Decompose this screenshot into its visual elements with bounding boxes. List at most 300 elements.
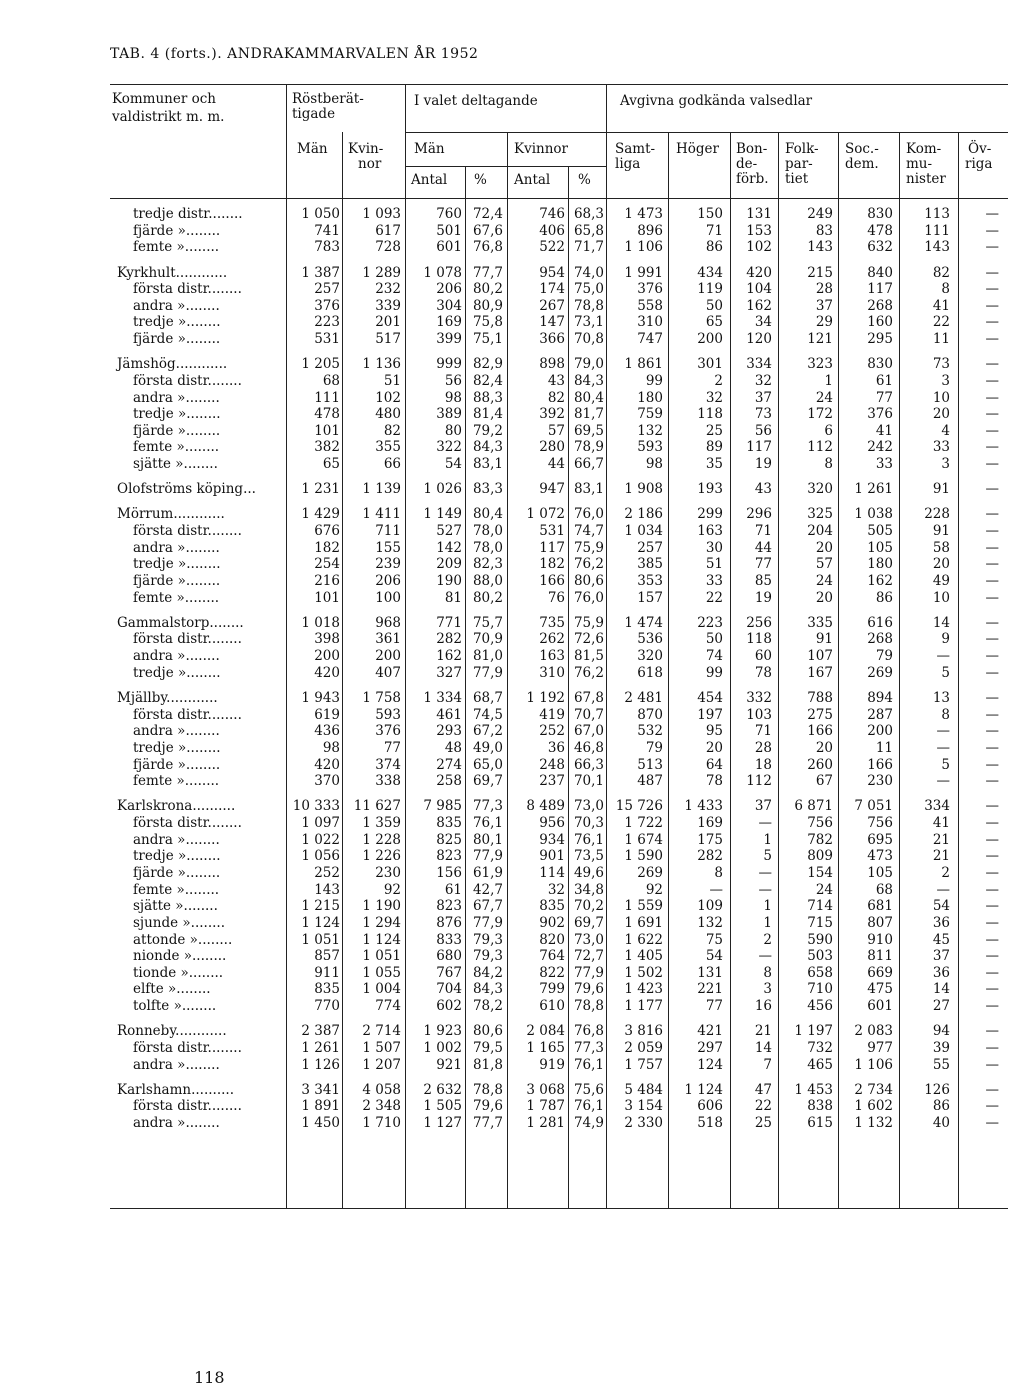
cell-hoger: 74 [705, 648, 723, 665]
cell-bondeforbundet: 85 [754, 573, 772, 589]
cell-socdem: 117 [867, 281, 893, 298]
cell-rostberat-kvinnor: 1 289 [362, 264, 401, 281]
cell-bondeforbundet: 112 [746, 773, 772, 790]
cell-socdem: 894 [867, 689, 893, 706]
cell-rostberat-kvinnor: 201 [375, 314, 401, 331]
cell-samtliga: 376 [637, 281, 663, 298]
cell-samtliga: 593 [637, 439, 663, 456]
cell-ovriga: — [985, 506, 999, 523]
cell-folkpartiet: 6 871 [794, 798, 833, 815]
cell-valet-kvinnor-antal: 531 [539, 523, 565, 539]
cell-folkpartiet: 20 [815, 539, 833, 556]
cell-valet-man-antal: 501 [436, 222, 462, 239]
cell-valet-man-antal: 7 985 [423, 798, 462, 815]
cell-valet-kvinnor-antal: 947 [539, 481, 565, 498]
cell-bondeforbundet: 120 [746, 331, 772, 347]
cell-valet-kvinnor-pct: 83,1 [573, 481, 604, 498]
header-ovriga-2: riga [965, 156, 993, 172]
cell-folkpartiet: 838 [807, 1098, 833, 1115]
cell-valet-man-pct: 80,4 [472, 506, 503, 523]
cell-ovriga: — [985, 756, 999, 773]
header-antal-kvinnor: Antal [514, 172, 551, 188]
cell-samtliga: 1 590 [624, 848, 663, 865]
cell-valet-man-antal: 601 [436, 239, 462, 256]
cell-socdem: 376 [867, 406, 893, 423]
cell-hoger: 434 [697, 264, 723, 281]
cell-hoger: 51 [705, 556, 723, 573]
cell-valet-man-antal: 162 [436, 648, 462, 665]
cell-socdem: 478 [867, 222, 893, 239]
cell-valet-man-antal: 156 [436, 864, 462, 881]
cell-ovriga: — [985, 864, 999, 881]
cell-socdem: 268 [867, 297, 893, 314]
cell-hoger: 50 [705, 631, 723, 648]
cell-kommunister: 22 [932, 314, 950, 331]
cell-valet-kvinnor-antal: 366 [539, 331, 565, 347]
cell-valet-man-antal: 61 [444, 881, 462, 898]
cell-rostberat-man: 101 [314, 422, 340, 439]
cell-rostberat-kvinnor: 239 [375, 556, 401, 573]
cell-samtliga: 759 [637, 406, 663, 423]
cell-kommunister: 126 [924, 1081, 950, 1098]
cell-socdem: 669 [867, 964, 893, 981]
row-label: Karlshamn.......... [117, 1081, 234, 1098]
cell-samtliga: 157 [637, 589, 663, 606]
cell-kommunister: 3 [941, 456, 950, 473]
cell-folkpartiet: 1 197 [794, 1023, 833, 1040]
header-divider-6 [568, 166, 569, 198]
cell-valet-kvinnor-pct: 75,9 [573, 614, 604, 631]
header-divider-10 [778, 132, 779, 198]
cell-samtliga: 870 [637, 706, 663, 723]
cell-bondeforbundet: 8 [763, 964, 772, 981]
cell-rostberat-man: 1 261 [301, 1039, 340, 1056]
header-rostberattigade-2: tigade [292, 106, 336, 122]
cell-valet-kvinnor-pct: 76,1 [573, 1098, 604, 1115]
row-label: andra »........ [133, 297, 220, 314]
cell-socdem: 695 [867, 831, 893, 848]
cell-ovriga: — [985, 481, 999, 498]
cell-valet-man-antal: 876 [436, 914, 462, 931]
cell-valet-man-antal: 680 [436, 948, 462, 965]
cell-rostberat-man: 1 215 [301, 898, 340, 915]
cell-valet-kvinnor-pct: 78,8 [573, 297, 604, 314]
cell-valet-man-antal: 1 149 [423, 506, 462, 523]
cell-valet-man-pct: 88,0 [472, 573, 503, 589]
row-label: femte »........ [133, 773, 220, 790]
cell-samtliga: 98 [645, 456, 663, 473]
cell-socdem: 840 [867, 264, 893, 281]
cell-rostberat-kvinnor: 232 [375, 281, 401, 298]
cell-valet-kvinnor-antal: 522 [539, 239, 565, 256]
cell-valet-kvinnor-pct: 69,7 [573, 914, 604, 931]
cell-valet-kvinnor-antal: 799 [539, 981, 565, 998]
cell-hoger: 54 [705, 948, 723, 965]
cell-bondeforbundet: 1 [763, 914, 772, 931]
cell-rostberat-kvinnor: 1 051 [362, 948, 401, 965]
cell-valet-man-antal: 461 [436, 706, 462, 723]
cell-ovriga: — [985, 422, 999, 439]
cell-valet-man-antal: 1 334 [423, 689, 462, 706]
cell-ovriga: — [985, 706, 999, 723]
row-label: första distr........ [133, 1039, 242, 1056]
cell-folkpartiet: 8 [824, 456, 833, 473]
cell-valet-man-antal: 823 [436, 898, 462, 915]
header-rostberattigade-1: Röstberät- [292, 91, 364, 107]
cell-rostberat-kvinnor: 102 [375, 389, 401, 406]
cell-kommunister: 36 [932, 914, 950, 931]
cell-ovriga: — [985, 664, 999, 681]
cell-valet-kvinnor-pct: 70,1 [573, 773, 604, 790]
cell-valet-man-pct: 84,3 [472, 439, 503, 456]
row-label: tionde »........ [133, 964, 224, 981]
cell-hoger: 35 [705, 456, 723, 473]
cell-folkpartiet: 154 [807, 864, 833, 881]
row-label: femte »........ [133, 239, 220, 256]
cell-folkpartiet: 615 [807, 1115, 833, 1131]
cell-valet-man-pct: 81,8 [472, 1056, 503, 1073]
cell-kommunister: 37 [932, 948, 950, 965]
cell-socdem: 61 [875, 372, 893, 389]
cell-valet-man-antal: 274 [436, 756, 462, 773]
cell-bondeforbundet: 78 [754, 664, 772, 681]
cell-kommunister: 111 [924, 222, 950, 239]
cell-bondeforbundet: 103 [746, 706, 772, 723]
cell-samtliga: 132 [637, 422, 663, 439]
cell-hoger: 221 [697, 981, 723, 998]
cell-valet-man-pct: 72,4 [472, 206, 503, 222]
cell-rostberat-man: 376 [314, 297, 340, 314]
row-label: Mörrum............ [117, 506, 225, 523]
cell-valet-kvinnor-pct: 69,5 [573, 422, 604, 439]
cell-socdem: 230 [867, 773, 893, 790]
cell-valet-kvinnor-antal: 898 [539, 356, 565, 373]
cell-hoger: 282 [697, 848, 723, 865]
cell-ovriga: — [985, 898, 999, 915]
cell-rostberat-man: 2 387 [301, 1023, 340, 1040]
cell-valet-man-pct: 61,9 [472, 864, 503, 881]
cell-ovriga: — [985, 948, 999, 965]
cell-rostberat-kvinnor: 361 [375, 631, 401, 648]
cell-hoger: 2 [714, 372, 723, 389]
row-label: tredje »........ [133, 739, 221, 756]
cell-valet-man-pct: 74,5 [472, 706, 503, 723]
cell-folkpartiet: 112 [807, 439, 833, 456]
cell-hoger: 30 [705, 539, 723, 556]
row-label: första distr........ [133, 1098, 242, 1115]
cell-socdem: 242 [867, 439, 893, 456]
cell-rostberat-man: 436 [314, 723, 340, 740]
cell-folkpartiet: 166 [807, 723, 833, 740]
cell-socdem: 11 [875, 739, 893, 756]
cell-hoger: 71 [705, 222, 723, 239]
cell-ovriga: — [985, 614, 999, 631]
cell-valet-man-antal: 282 [436, 631, 462, 648]
cell-folkpartiet: 172 [807, 406, 833, 423]
cell-valet-man-pct: 80,6 [472, 1023, 503, 1040]
cell-kommunister: 20 [932, 406, 950, 423]
cell-valet-kvinnor-antal: 8 489 [526, 798, 565, 815]
cell-valet-kvinnor-antal: 248 [539, 756, 565, 773]
cell-rostberat-kvinnor: 968 [375, 614, 401, 631]
cell-hoger: 25 [705, 422, 723, 439]
cell-kommunister: 41 [932, 297, 950, 314]
cell-valet-kvinnor-antal: 182 [539, 556, 565, 573]
cell-ovriga: — [985, 814, 999, 831]
cell-bondeforbundet: 1 [763, 898, 772, 915]
cell-socdem: 287 [867, 706, 893, 723]
cell-rostberat-man: 370 [314, 773, 340, 790]
cell-rostberat-kvinnor: 66 [383, 456, 401, 473]
cell-valet-kvinnor-antal: 822 [539, 964, 565, 981]
cell-kommunister: 113 [924, 206, 950, 222]
cell-folkpartiet: 57 [815, 556, 833, 573]
cell-rostberat-man: 200 [314, 648, 340, 665]
cell-valet-kvinnor-antal: 36 [547, 739, 565, 756]
cell-rostberat-man: 1 050 [301, 206, 340, 222]
cell-valet-man-antal: 322 [436, 439, 462, 456]
cell-kommunister: 40 [932, 1115, 950, 1131]
cell-samtliga: 79 [645, 739, 663, 756]
cell-ovriga: — [985, 689, 999, 706]
header-divider-12 [899, 132, 900, 198]
cell-valet-man-pct: 79,6 [472, 1098, 503, 1115]
cell-valet-kvinnor-pct: 73,1 [573, 314, 604, 331]
cell-valet-man-pct: 79,3 [472, 948, 503, 965]
cell-folkpartiet: 715 [807, 914, 833, 931]
cell-valet-kvinnor-pct: 76,2 [573, 664, 604, 681]
body-divider-3 [405, 198, 406, 1208]
cell-folkpartiet: 28 [815, 281, 833, 298]
cell-folkpartiet: 1 453 [794, 1081, 833, 1098]
cell-valet-kvinnor-antal: 406 [539, 222, 565, 239]
cell-valet-kvinnor-antal: 956 [539, 814, 565, 831]
cell-hoger: 86 [705, 239, 723, 256]
cell-rostberat-man: 223 [314, 314, 340, 331]
cell-valet-kvinnor-antal: 43 [547, 372, 565, 389]
header-kommunister-2: mu- [906, 156, 933, 172]
cell-kommunister: — [936, 739, 950, 756]
cell-rostberat-kvinnor: 1 359 [362, 814, 401, 831]
cell-socdem: 1 038 [854, 506, 893, 523]
cell-ovriga: — [985, 798, 999, 815]
cell-valet-man-antal: 823 [436, 848, 462, 865]
cell-samtliga: 513 [637, 756, 663, 773]
header-hoger: Höger [676, 141, 719, 157]
cell-hoger: 223 [697, 614, 723, 631]
cell-bondeforbundet: 16 [754, 998, 772, 1015]
cell-hoger: 301 [697, 356, 723, 373]
cell-valet-kvinnor-pct: 73,0 [573, 931, 604, 948]
header-folkpartiet-3: tiet [785, 171, 809, 187]
cell-valet-kvinnor-antal: 1 072 [526, 506, 565, 523]
body-divider-5 [507, 198, 508, 1208]
cell-rostberat-man: 111 [314, 389, 340, 406]
cell-valet-kvinnor-antal: 610 [539, 998, 565, 1015]
cell-samtliga: 1 473 [624, 206, 663, 222]
cell-socdem: 79 [875, 648, 893, 665]
cell-kommunister: — [936, 773, 950, 790]
cell-folkpartiet: 275 [807, 706, 833, 723]
cell-valet-man-pct: 84,2 [472, 964, 503, 981]
cell-bondeforbundet: 256 [746, 614, 772, 631]
cell-valet-man-antal: 1 923 [423, 1023, 462, 1040]
cell-valet-man-antal: 98 [444, 389, 462, 406]
cell-samtliga: 1 691 [624, 914, 663, 931]
cell-valet-kvinnor-pct: 76,8 [573, 1023, 604, 1040]
cell-valet-kvinnor-antal: 1 192 [526, 689, 565, 706]
cell-rostberat-man: 1 891 [301, 1098, 340, 1115]
cell-valet-kvinnor-pct: 76,0 [573, 589, 604, 606]
cell-valet-man-antal: 825 [436, 831, 462, 848]
cell-valet-kvinnor-pct: 49,6 [573, 864, 604, 881]
cell-socdem: 166 [867, 756, 893, 773]
cell-hoger: 118 [697, 406, 723, 423]
cell-bondeforbundet: 162 [746, 297, 772, 314]
cell-kommunister: — [936, 648, 950, 665]
cell-rostberat-kvinnor: 1 004 [362, 981, 401, 998]
cell-valet-man-pct: 75,8 [472, 314, 503, 331]
cell-bondeforbundet: 19 [754, 589, 772, 606]
cell-kommunister: 45 [932, 931, 950, 948]
cell-socdem: 295 [867, 331, 893, 347]
cell-kommunister: 14 [932, 614, 950, 631]
table-bottom-rule [110, 1208, 1008, 1209]
cell-hoger: 22 [705, 589, 723, 606]
body-divider-9 [730, 198, 731, 1208]
row-label: första distr........ [133, 814, 242, 831]
cell-kommunister: 4 [941, 422, 950, 439]
cell-socdem: 601 [867, 998, 893, 1015]
cell-valet-kvinnor-antal: 114 [539, 864, 565, 881]
cell-kommunister: — [936, 881, 950, 898]
cell-valet-kvinnor-pct: 70,2 [573, 898, 604, 915]
body-divider-10 [778, 198, 779, 1208]
cell-rostberat-man: 1 450 [301, 1115, 340, 1131]
cell-kommunister: 91 [932, 523, 950, 539]
cell-bondeforbundet: 77 [754, 556, 772, 573]
cell-folkpartiet: 204 [807, 523, 833, 539]
cell-valet-man-antal: 1 505 [423, 1098, 462, 1115]
cell-rostberat-kvinnor: 774 [375, 998, 401, 1015]
cell-rostberat-man: 257 [314, 281, 340, 298]
header-mid-rule [405, 132, 1008, 133]
cell-valet-kvinnor-antal: 76 [547, 589, 565, 606]
cell-ovriga: — [985, 773, 999, 790]
cell-hoger: 163 [697, 523, 723, 539]
cell-hoger: 454 [697, 689, 723, 706]
cell-valet-man-pct: 69,7 [472, 773, 503, 790]
cell-ovriga: — [985, 881, 999, 898]
cell-bondeforbundet: 71 [754, 723, 772, 740]
cell-valet-man-antal: 258 [436, 773, 462, 790]
cell-folkpartiet: 465 [807, 1056, 833, 1073]
cell-hoger: 119 [697, 281, 723, 298]
cell-folkpartiet: 24 [815, 881, 833, 898]
cell-rostberat-kvinnor: 1 411 [362, 506, 401, 523]
cell-socdem: 473 [867, 848, 893, 865]
cell-rostberat-man: 10 333 [292, 798, 340, 815]
row-label: sjätte »........ [133, 898, 218, 915]
cell-valet-kvinnor-antal: 163 [539, 648, 565, 665]
cell-folkpartiet: 37 [815, 297, 833, 314]
cell-valet-man-antal: 835 [436, 814, 462, 831]
cell-valet-kvinnor-antal: 902 [539, 914, 565, 931]
header-socdem-1: Soc.- [845, 141, 879, 157]
cell-rostberat-man: 835 [314, 981, 340, 998]
cell-samtliga: 2 481 [624, 689, 663, 706]
cell-hoger: 20 [705, 739, 723, 756]
header-bottom-rule [110, 198, 1008, 199]
cell-valet-kvinnor-antal: 934 [539, 831, 565, 848]
cell-samtliga: 5 484 [624, 1081, 663, 1098]
cell-socdem: 68 [875, 881, 893, 898]
row-label: fjärde »........ [133, 422, 221, 439]
cell-valet-kvinnor-pct: 74,0 [573, 264, 604, 281]
cell-ovriga: — [985, 1115, 999, 1131]
cell-ovriga: — [985, 1081, 999, 1098]
cell-bondeforbundet: 71 [754, 523, 772, 539]
cell-socdem: 1 106 [854, 1056, 893, 1073]
cell-valet-kvinnor-pct: 76,1 [573, 1056, 604, 1073]
cell-valet-kvinnor-pct: 70,7 [573, 706, 604, 723]
cell-ovriga: — [985, 314, 999, 331]
cell-socdem: 756 [867, 814, 893, 831]
cell-socdem: 977 [867, 1039, 893, 1056]
row-label: tredje distr........ [133, 206, 243, 222]
header-kvinnor-1: Kvin- [348, 141, 384, 157]
cell-hoger: 32 [705, 389, 723, 406]
cell-ovriga: — [985, 439, 999, 456]
cell-samtliga: 2 330 [624, 1115, 663, 1131]
cell-valet-man-pct: 42,7 [472, 881, 503, 898]
cell-bondeforbundet: 1 [763, 831, 772, 848]
cell-valet-man-pct: 82,4 [472, 372, 503, 389]
cell-rostberat-man: 1 943 [301, 689, 340, 706]
cell-folkpartiet: 121 [807, 331, 833, 347]
cell-valet-man-antal: 327 [436, 664, 462, 681]
cell-folkpartiet: 335 [807, 614, 833, 631]
cell-kommunister: 36 [932, 964, 950, 981]
cell-socdem: 86 [875, 589, 893, 606]
row-label: tredje »........ [133, 314, 221, 331]
cell-valet-kvinnor-pct: 66,7 [573, 456, 604, 473]
cell-rostberat-kvinnor: 2 714 [362, 1023, 401, 1040]
cell-valet-kvinnor-antal: 1 281 [526, 1115, 565, 1131]
cell-rostberat-kvinnor: 1 055 [362, 964, 401, 981]
cell-rostberat-kvinnor: 155 [375, 539, 401, 556]
header-divider-9 [730, 132, 731, 198]
cell-rostberat-man: 216 [314, 573, 340, 589]
cell-hoger: 50 [705, 297, 723, 314]
row-label: sjätte »........ [133, 456, 218, 473]
cell-folkpartiet: 107 [807, 648, 833, 665]
cell-rostberat-kvinnor: 339 [375, 297, 401, 314]
cell-valet-kvinnor-antal: 419 [539, 706, 565, 723]
cell-kommunister: 91 [932, 481, 950, 498]
cell-valet-man-antal: 1 127 [423, 1115, 462, 1131]
cell-samtliga: 1 106 [624, 239, 663, 256]
cell-valet-man-antal: 1 026 [423, 481, 462, 498]
cell-valet-kvinnor-antal: 1 165 [526, 1039, 565, 1056]
cell-rostberat-kvinnor: 4 058 [362, 1081, 401, 1098]
row-label: Jämshög............ [117, 356, 228, 373]
cell-hoger: 421 [697, 1023, 723, 1040]
cell-ovriga: — [985, 523, 999, 539]
cell-socdem: 77 [875, 389, 893, 406]
cell-valet-kvinnor-antal: 252 [539, 723, 565, 740]
cell-valet-kvinnor-antal: 820 [539, 931, 565, 948]
